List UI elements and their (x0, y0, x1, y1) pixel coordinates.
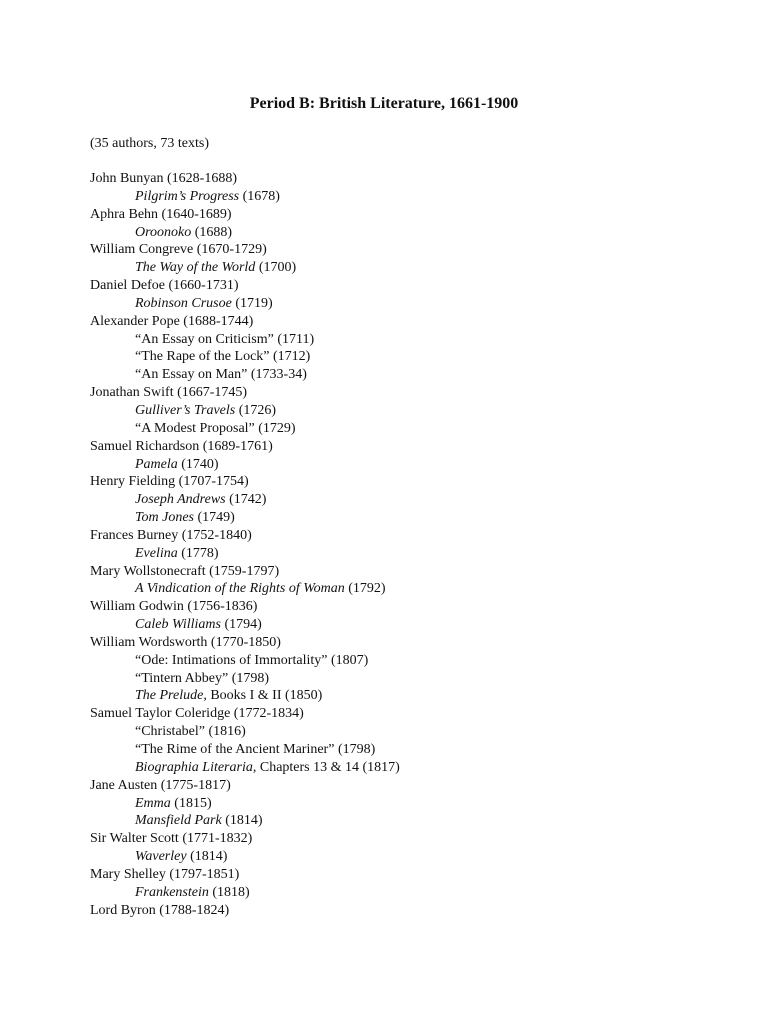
author-entry: Alexander Pope (1688-1744) (90, 313, 254, 329)
work-entry (90, 509, 690, 527)
work-title: Oroonoko (135, 224, 192, 240)
work-title: “A Modest Proposal” (135, 420, 255, 436)
work-title: A Vindication of the Rights of Woman (135, 581, 345, 597)
work-details: (1778) (177, 545, 219, 561)
work-title: Pamela (135, 456, 178, 472)
work-entry (90, 331, 690, 349)
work-details: (1798) (334, 742, 376, 757)
work-details: (1816) (204, 724, 246, 740)
author-entry: Frances Burney (1752-1840) (90, 527, 252, 543)
work-entry (90, 545, 690, 563)
author-entry: Samuel Richardson (1689-1761) (90, 438, 273, 454)
work-title: Robinson Crusoe (135, 295, 232, 311)
work-title: “Christabel” (135, 724, 205, 740)
work-title: Emma (135, 795, 171, 811)
author-entry: Sir Walter Scott (1771-1832) (90, 831, 253, 847)
work-title: Pilgrim’s Progress (135, 188, 240, 204)
work-details: (1740) (177, 456, 219, 472)
work-entry (90, 616, 690, 634)
work-entry (90, 687, 690, 705)
work-title: The Way of the World (135, 260, 256, 276)
work-entry (90, 670, 690, 688)
author-entry: Samuel Taylor Coleridge (1772-1834) (90, 706, 304, 722)
work-entry (90, 188, 690, 206)
work-entry (90, 420, 690, 438)
summary-line: (35 authors, 73 texts) (90, 136, 209, 151)
work-title: Mansfield Park (135, 813, 222, 829)
work-entry (90, 295, 690, 313)
work-title: Waverley (135, 849, 187, 865)
author-entry: Henry Fielding (1707-1754) (90, 474, 249, 490)
author-entry: Daniel Defoe (1660-1731) (90, 278, 239, 294)
work-title: Joseph Andrews (135, 492, 226, 508)
work-entry (90, 348, 690, 366)
work-details: (1719) (231, 295, 273, 311)
work-details: (1814) (186, 849, 228, 865)
work-title: Tom Jones (135, 510, 194, 526)
work-details: (1807) (327, 652, 369, 668)
work-title: The Prelude (135, 688, 204, 704)
work-entry (90, 652, 690, 670)
work-details: (1742) (225, 492, 267, 508)
work-details: (1700) (255, 260, 297, 276)
author-list (90, 170, 690, 919)
author-entry: John Bunyan (1628-1688) (90, 171, 237, 186)
work-entry (90, 402, 690, 420)
author-entry: Jane Austen (1775-1817) (90, 777, 231, 793)
work-details: (1678) (239, 188, 280, 204)
work-details: (1814) (221, 813, 263, 829)
work-title: “Tintern Abbey” (135, 670, 229, 686)
work-details: (1711) (273, 331, 315, 347)
work-entry (90, 795, 690, 813)
work-details: (1729) (254, 420, 296, 436)
work-details: (1792) (344, 581, 386, 597)
work-title: Gulliver’s Travels (135, 402, 236, 418)
work-title: “The Rape of the Lock” (135, 349, 270, 365)
work-details: (1794) (220, 617, 262, 633)
work-entry (90, 259, 690, 277)
work-title: “Ode: Intimations of Immortality” (135, 652, 328, 668)
work-entry (90, 491, 690, 509)
author-entry: Lord Byron (1788-1824) (90, 902, 230, 918)
work-title: Frankenstein (135, 884, 209, 900)
author-entry: Aphra Behn (1640-1689) (90, 206, 232, 222)
work-entry (90, 812, 690, 830)
work-entry (90, 759, 690, 777)
work-details: (1712) (269, 349, 311, 365)
work-title: “The Rime of the Ancient Mariner” (135, 742, 335, 757)
work-details: (1733-34) (247, 367, 307, 383)
work-entry (90, 580, 690, 598)
work-entry (90, 848, 690, 866)
work-details: , Chapters 13 & 14 (1817) (252, 759, 400, 775)
work-title: Evelina (135, 545, 178, 561)
work-entry (90, 456, 690, 474)
work-entry (90, 723, 690, 741)
work-details: (1798) (228, 670, 270, 686)
work-details: (1688) (191, 224, 233, 240)
work-title: “An Essay on Man” (135, 367, 248, 383)
work-entry (90, 884, 690, 902)
work-entry (90, 741, 690, 759)
work-details: (1818) (208, 884, 250, 900)
work-entry (90, 224, 690, 242)
work-title: “An Essay on Criticism” (135, 331, 274, 347)
author-entry: Mary Wollstonecraft (1759-1797) (90, 563, 280, 579)
author-entry: William Godwin (1756-1836) (90, 599, 258, 615)
work-title: Caleb Williams (135, 617, 221, 633)
author-entry: William Wordsworth (1770-1850) (90, 634, 281, 650)
author-entry: Jonathan Swift (1667-1745) (90, 385, 248, 401)
work-details: (1749) (194, 510, 235, 526)
work-details: (1726) (235, 402, 277, 418)
work-entry (90, 366, 690, 384)
work-details: (1815) (170, 795, 212, 811)
work-title: Biographia Literaria (135, 759, 253, 775)
author-entry: Mary Shelley (1797-1851) (90, 866, 240, 882)
author-entry: William Congreve (1670-1729) (90, 242, 267, 258)
work-details: , Books I & II (1850) (203, 688, 323, 704)
page-title: Period B: British Literature, 1661-1900 (249, 95, 519, 112)
